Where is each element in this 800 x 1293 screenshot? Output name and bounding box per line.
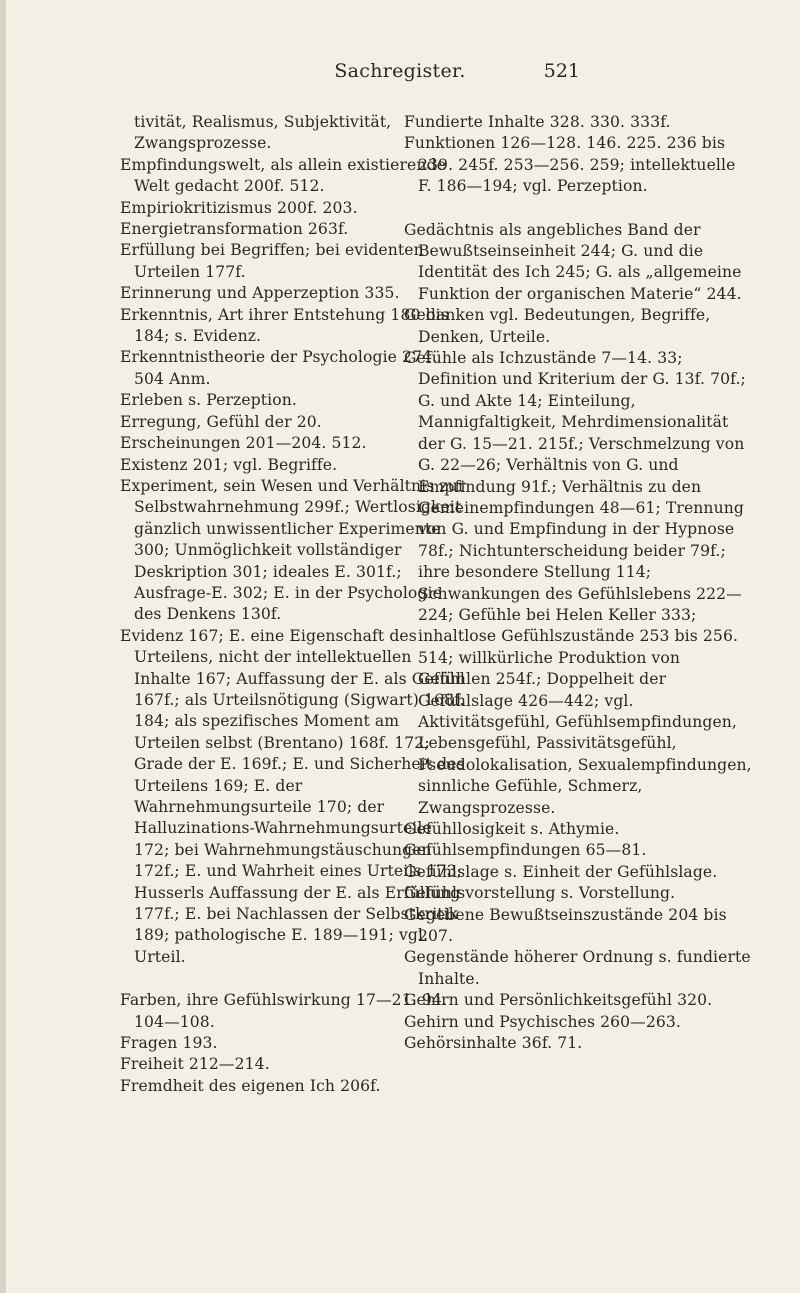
index-column-right — [404, 112, 752, 1054]
index-entry: tivität, Realismus, Subjektivität, Zwangsprozesse. — [134, 113, 392, 153]
index-entry: Fundierte Inhalte 328. 330. 333f. — [404, 113, 671, 131]
index-entry: Erscheinungen 201—204. 512. — [120, 434, 367, 453]
index-entry: Fragen 193. — [120, 1034, 218, 1053]
page-header — [0, 60, 800, 100]
index-entry: Energietransformation 263f. — [120, 220, 349, 239]
index-entry: Gedanken vgl. Bedeutungen, Begriffe, Denken, Urteile. — [404, 306, 711, 346]
index-entry: Gedächtnis als angebliches Band der Bewußtseinseinheit 244; G. und die Identität des Ich 245; G. als „allgemeine Funktion der organischen Materie“ 244. — [404, 220, 742, 303]
index-entry: Farben, ihre Gefühlswirkung 17—21. 94. 104—108. — [120, 991, 447, 1031]
index-entry: Freiheit 212—214. — [120, 1055, 270, 1074]
section-gap — [404, 198, 752, 220]
index-entry: Gefühle als Ichzustände 7—14. 33; Definition und Kriterium der G. 13f. 70f.; G. und Akte 14; Einteilung, Mannigfaltigkeit, Mehrdimensionalität der G. 15—21. 215f.; Verschmelzung von G. 22—26; Verhältnis von G. und Empfindung 91f.; Verhältnis zu den Gemeinempfindungen 48—61; Trennung von G. und Empfindung in der Hypnose 78f.; Nichtunterscheidung beider 79f.; ihre besondere Stellung 114; Schwankungen des Gefühlslebens 222—224; Gefühle bei Helen Keller 333; inhaltlose Gefühlszustände 253 bis 256. 514; willkürliche Produktion von Gefühlen 254f.; Doppelheit der Gefühlslage 426—442; vgl. Aktivitätsgefühl, Gefühlsempfindungen, Lebensgefühl, Passivitätsgefühl, Pseudolokalisation, Sexualempfindungen, sinnliche Gefühle, Schmerz, Zwangsprozesse. — [404, 349, 752, 817]
index-entry: Gegenstände höherer Ordnung s. fundierte Inhalte. — [404, 948, 751, 988]
index-entry: Empfindungswelt, als allein existierende Welt gedacht 200f. 512. — [120, 155, 446, 196]
index-entry: Erregung, Gefühl der 20. — [120, 412, 322, 431]
index-entry: Fremdheit des eigenen Ich 206f. — [120, 1076, 381, 1095]
index-entry: Erleben s. Perzeption. — [120, 391, 297, 410]
index-entry: Gefühllosigkeit s. Athymie. — [404, 820, 620, 838]
index-entry: Erkenntnistheorie der Psychologie 274. 504 Anm. — [120, 348, 438, 388]
index-entry: Funktionen 126—128. 146. 225. 236 bis 239. 245f. 253—256. 259; intellektuelle F. 186—194; vgl. Perzeption. — [404, 134, 736, 196]
index-entry: Gefühlsvorstellung s. Vorstellung. — [404, 884, 676, 903]
index-entry: Gegebene Bewußtseinszustände 204 bis 207. — [404, 905, 727, 946]
index-entry: Existenz 201; vgl. Begriffe. — [120, 455, 338, 474]
index-entry: Gefühlslage s. Einheit der Gefühlslage. — [404, 862, 718, 881]
index-entry: Experiment, sein Wesen und Verhältnis zur Selbstwahrnehmung 299f.; Wertlosigkeit gänzlich unwissentlicher Experimente 300; Unmöglichkeit vollständiger Deskription 301; ideales E. 301f.; Ausfrage-E. 302; E. in der Psychologie des Denkens 130f. — [120, 476, 466, 624]
index-entry: Evidenz 167; E. eine Eigenschaft des Urteilens, nicht der intellektuellen Inhalte 167; Auffassung der E. als Gefühl 167f.; als Urteilsnötigung (Sigwart) 168f. 184; als spezifisches Moment am Urteilen selbst (Brentano) 168f. 172; Grade der E. 169f.; E. und Sicherheit des Urteilens 169; E. der Wahrnehmungsurteile 170; der Halluzinations-Wahrnehmungsurteile 172; bei Wahrnehmungstäuschungen 172f.; E. und Wahrheit eines Urteils 173; Husserls Auffassung der E. als Erfüllung 177f.; E. bei Nachlassen der Selbstkritik 189; pathologische E. 189—191; vgl. Urteil. — [120, 626, 465, 966]
index-entry: Gehirn und Persönlichkeitsgefühl 320. — [404, 991, 713, 1010]
running-title: Sachregister. — [334, 60, 466, 82]
index-entry: Erkenntnis, Art ihrer Entstehung 180 bis 184; s. Evidenz. — [120, 305, 449, 346]
index-entry: Gehörsinhalte 36f. 71. — [404, 1034, 583, 1053]
index-entry: Gehirn und Psychisches 260—263. — [404, 1012, 681, 1031]
index-entry: Erinnerung und Apperzeption 335. — [120, 284, 400, 303]
index-entry: Empiriokritizismus 200f. 203. — [120, 198, 358, 217]
page-edge-shadow — [0, 0, 6, 1293]
index-entry: Erfüllung bei Begriffen; bei evidenten Urteilen 177f. — [120, 241, 424, 281]
page-number: 521 — [543, 60, 580, 82]
index-entry: Gefühlsempfindungen 65—81. — [404, 841, 647, 860]
